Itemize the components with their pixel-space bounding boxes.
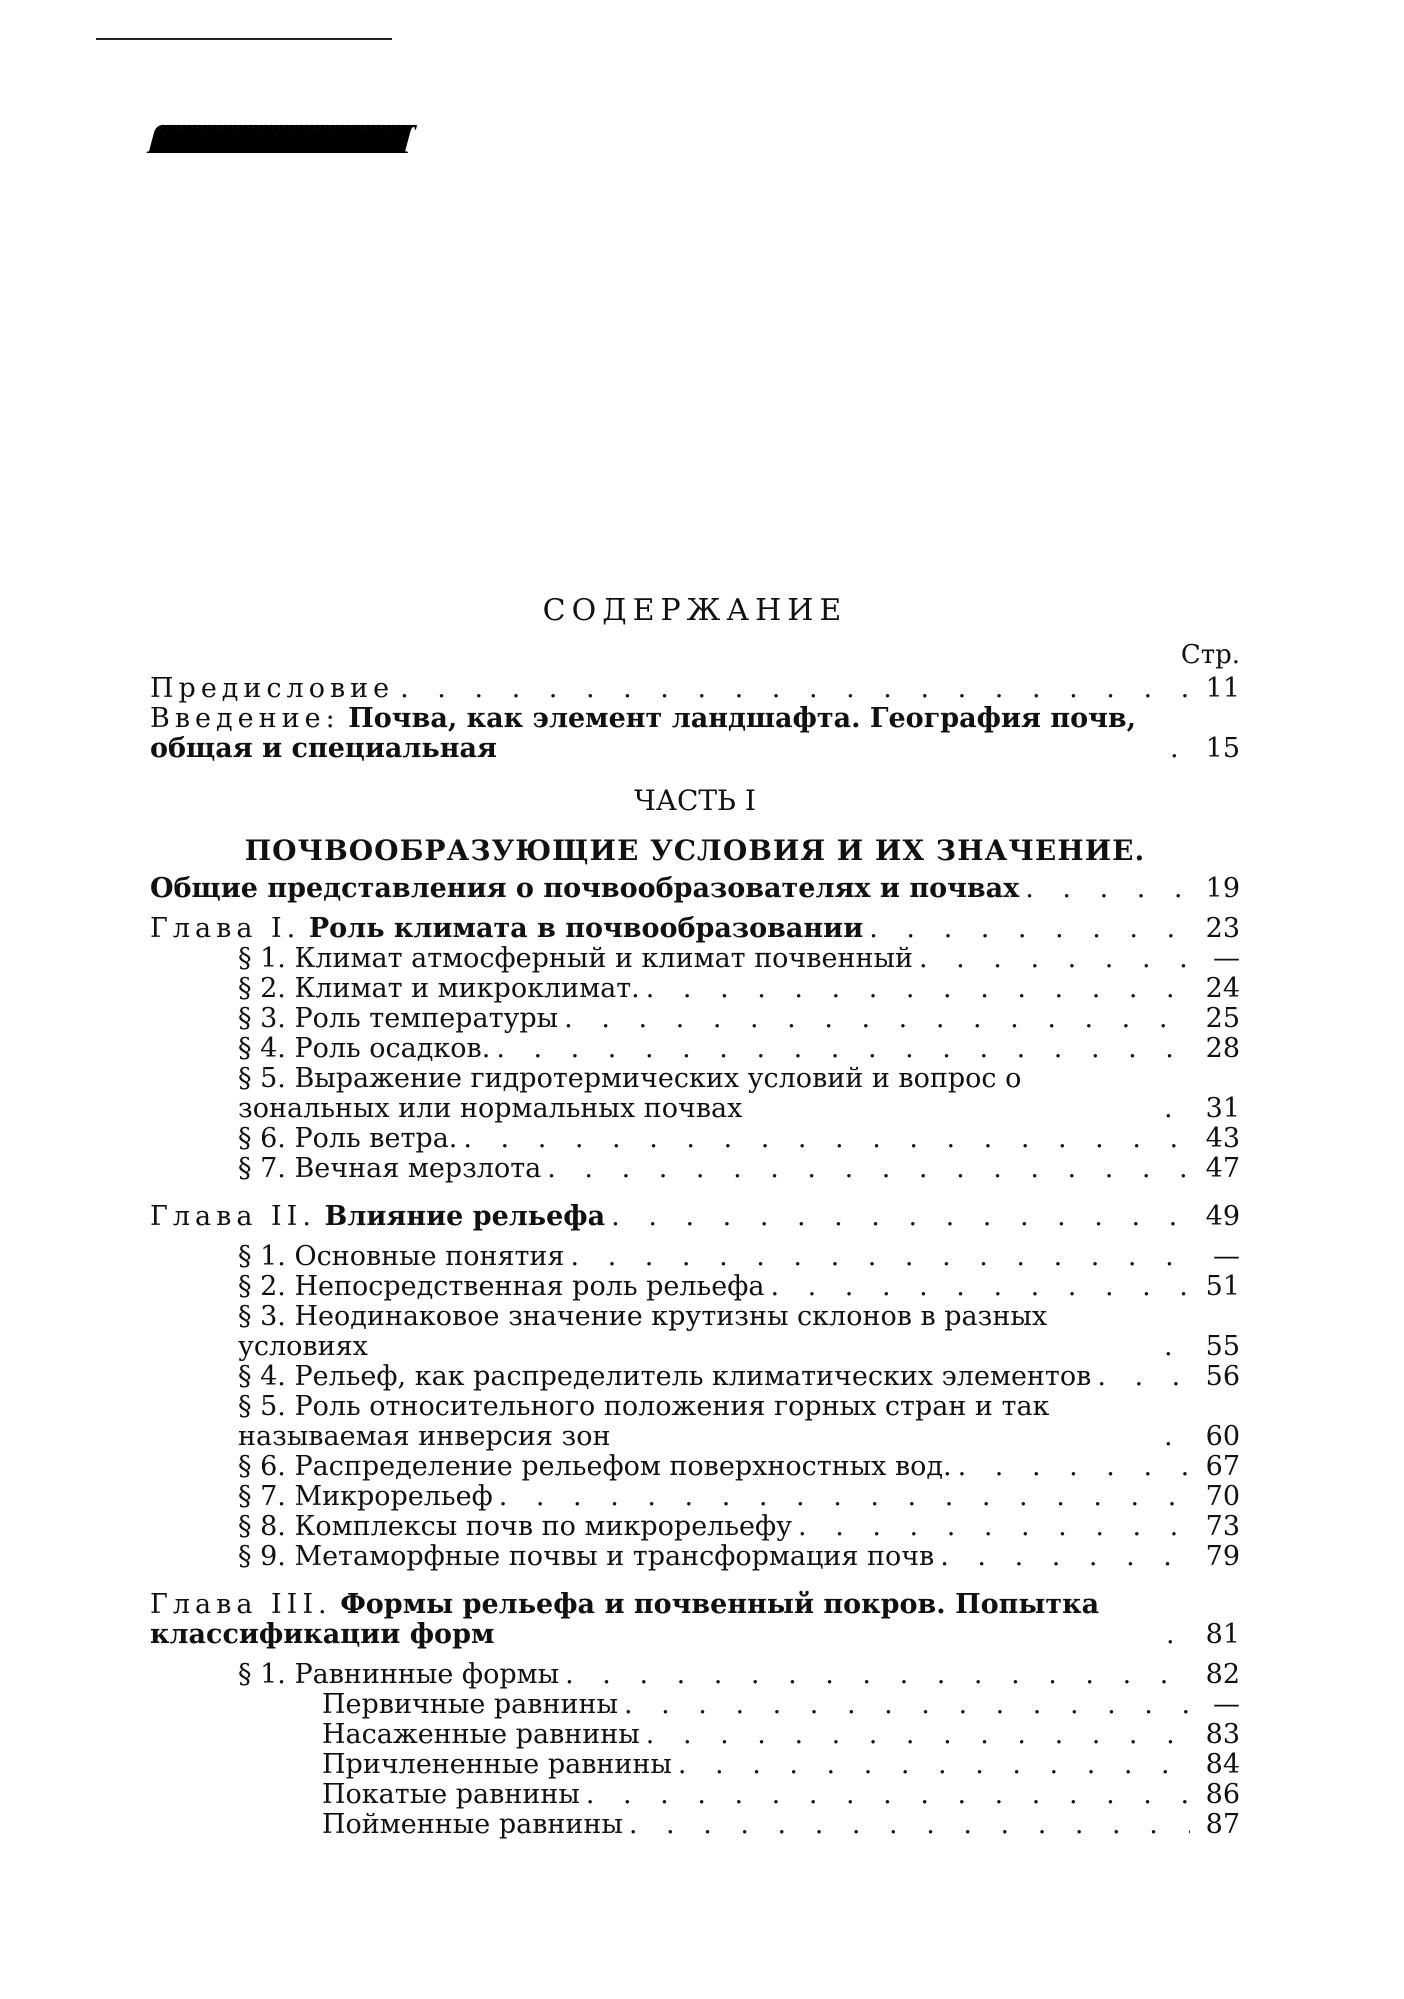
toc-section[interactable] [150, 1272, 1240, 1302]
section-number: § 4. [238, 1361, 286, 1392]
toc-entry-label: Пойменные равнины [322, 1809, 623, 1840]
leader-dots [570, 1242, 1190, 1272]
toc-page-number: 56 [1205, 1361, 1240, 1392]
section-number: § 7. [238, 1153, 286, 1184]
section-title: Роль осадков. [294, 1033, 491, 1064]
toc-section[interactable] [150, 1542, 1240, 1572]
leader-dots [547, 1154, 1190, 1184]
toc-subsection[interactable] [150, 1690, 1240, 1720]
leader-dots [646, 1720, 1190, 1750]
chapter-prefix: Глава II. [150, 1201, 316, 1232]
toc-entry-label: Общие представления о почвообразователях и почвах [150, 873, 1020, 904]
toc-page-number: 47 [1205, 1153, 1240, 1184]
toc-chapter-2[interactable] [150, 1202, 1240, 1232]
section-number: § 4. [238, 1033, 286, 1064]
leader-dots [1170, 734, 1190, 764]
toc-section[interactable] [150, 1154, 1240, 1184]
toc-section[interactable] [150, 1064, 1240, 1124]
toc-subsection[interactable] [150, 1720, 1240, 1750]
section-title: Рельеф, как распределитель климатических элементов [294, 1361, 1092, 1392]
toc-page-number: 73 [1205, 1511, 1240, 1542]
section-title: Непосредственная роль рельефа [294, 1271, 765, 1302]
toc-entry-label [238, 1362, 1091, 1392]
toc-page-number: 15 [1205, 733, 1240, 764]
toc-entry-label [238, 1302, 1158, 1362]
toc-page-number: — [1213, 943, 1240, 974]
toc-page-number: 24 [1205, 973, 1240, 1004]
toc-entry-label: Предисловие [150, 673, 395, 704]
toc-entry-label [238, 1064, 1158, 1124]
toc-entry-label [238, 1004, 558, 1034]
toc-entry-label: Насаженные равнины [322, 1719, 640, 1750]
toc-entry-label [238, 1482, 493, 1512]
toc-entry-label [238, 1392, 1158, 1452]
leader-dots [940, 1542, 1190, 1572]
toc-page-number: 82 [1205, 1659, 1240, 1690]
section-number: § 1. [238, 943, 286, 974]
chapter-title: Влияние рельефа [324, 1201, 606, 1232]
toc-entry-label [238, 1542, 934, 1572]
toc-section[interactable] [150, 1124, 1240, 1154]
section-number: § 3. [238, 1301, 286, 1332]
section-title: Выражение гидротермических условий и вопрос о зональных или нормальных почвах [238, 1063, 1022, 1124]
section-title: Климат и микроклимат. [294, 973, 640, 1004]
toc-page-number: 60 [1205, 1421, 1240, 1452]
toc-section[interactable] [150, 1302, 1240, 1362]
section-number: § 5. [238, 1063, 286, 1094]
leader-dots [1164, 1094, 1190, 1124]
toc-section[interactable] [150, 1452, 1240, 1482]
toc-entry-general[interactable] [150, 874, 1240, 904]
section-title: Комплексы почв по микрорельефу [294, 1511, 793, 1542]
page-column-label: Стр. [1180, 640, 1240, 670]
section-number: § 1. [238, 1241, 286, 1272]
toc-section[interactable] [150, 974, 1240, 1004]
toc-subsection[interactable] [150, 1810, 1240, 1840]
section-title: Климат атмосферный и климат почвенный [294, 943, 913, 974]
leader-dots [678, 1750, 1190, 1780]
part-heading: ЧАСТЬ I [634, 784, 756, 817]
toc-page-number: 11 [1205, 673, 1240, 704]
section-number: § 2. [238, 973, 286, 1004]
toc-entry-label [238, 1660, 559, 1690]
toc-entry-label [150, 914, 863, 944]
chapter-title: Формы рельефа и почвенный покров. Попытка классификации форм [150, 1589, 1100, 1650]
section-number: § 5. [238, 1391, 286, 1422]
toc-chapter-3[interactable] [150, 1590, 1240, 1650]
toc-entry-label [238, 1124, 457, 1154]
toc-page-number: 67 [1205, 1451, 1240, 1482]
leader-dots [1164, 1332, 1190, 1362]
leader-dots [1025, 874, 1190, 904]
toc-entry-label [238, 944, 913, 974]
leader-dots [624, 1690, 1190, 1720]
toc-page-number: — [1213, 1689, 1240, 1720]
toc-page-number: 79 [1205, 1541, 1240, 1572]
toc-entry-preface[interactable] [150, 674, 1240, 704]
section-number: § 2. [238, 1271, 286, 1302]
section-number: § 6. [238, 1123, 286, 1154]
toc-entry-label [238, 974, 640, 1004]
section-title: Вечная мерзлота [294, 1153, 542, 1184]
part-subtitle: ПОЧВООБРАЗУЮЩИЕ УСЛОВИЯ И ИХ ЗНАЧЕНИЕ. [244, 834, 1146, 867]
toc-entry-label [238, 1034, 490, 1064]
section-number: § 8. [238, 1511, 286, 1542]
toc-section[interactable] [150, 1242, 1240, 1272]
toc-page-number: 55 [1205, 1331, 1240, 1362]
toc-entry-label: Покатые равнины [322, 1779, 580, 1810]
toc-page-number: 84 [1205, 1749, 1240, 1780]
toc-page-number: 43 [1205, 1123, 1240, 1154]
toc-page-number: — [1213, 1241, 1240, 1272]
toc-page-number: 25 [1205, 1003, 1240, 1034]
toc-section[interactable] [150, 1392, 1240, 1452]
leader-dots [869, 914, 1190, 944]
toc-section[interactable] [150, 1004, 1240, 1034]
toc-page-number: 81 [1205, 1619, 1240, 1650]
section-number: § 9. [238, 1541, 286, 1572]
leader-dots [564, 1004, 1190, 1034]
section-title: Микрорельеф [294, 1481, 493, 1512]
toc-entry-label [238, 1452, 952, 1482]
leader-dots [463, 1124, 1190, 1154]
toc-page-number: 28 [1205, 1033, 1240, 1064]
chapter-prefix: Глава III. [150, 1589, 332, 1620]
leader-dots [958, 1452, 1190, 1482]
leader-dots [400, 674, 1190, 704]
toc-entry-label [238, 1272, 764, 1302]
section-number: § 3. [238, 1003, 286, 1034]
leader-dots [611, 1202, 1190, 1232]
leader-dots [1166, 1620, 1190, 1650]
section-title: Основные понятия [294, 1241, 565, 1272]
section-title: Роль относительного положения горных стран и так называемая инверсия зон [238, 1391, 1050, 1452]
leader-dots [1164, 1422, 1190, 1452]
ornament-border: ſſſſſſſſſſſſſſſſſſſſſſſſſſſſſſſſſſſſſſſſſſſſſſſſſſ [143, 117, 412, 162]
toc-section[interactable] [150, 1482, 1240, 1512]
leader-dots [629, 1810, 1190, 1840]
toc-section[interactable] [150, 1362, 1240, 1392]
toc-page-number: 70 [1205, 1481, 1240, 1512]
leader-dots [1097, 1362, 1190, 1392]
toc-entry-label [238, 1154, 541, 1184]
section-title: Неодинаковое значение крутизны склонов в разных условиях [238, 1301, 1048, 1362]
leader-dots [586, 1780, 1190, 1810]
section-number: § 1. [238, 1659, 286, 1690]
leader-dots [919, 944, 1190, 974]
chapter-prefix: Глава I. [150, 913, 301, 944]
leader-dots [646, 974, 1190, 1004]
toc-page-number: 83 [1205, 1719, 1240, 1750]
entry-prefix: Введение: [150, 703, 340, 734]
leader-dots [496, 1034, 1190, 1064]
toc-entry-label [238, 1512, 792, 1542]
section-title: Равнинные формы [294, 1659, 560, 1690]
leader-dots [565, 1660, 1190, 1690]
section-title: Метаморфные почвы и трансформация почв [294, 1541, 935, 1572]
toc-page-number: 86 [1205, 1779, 1240, 1810]
section-title: Роль ветра. [294, 1123, 458, 1154]
section-number: § 6. [238, 1451, 286, 1482]
toc-page-number: 51 [1205, 1271, 1240, 1302]
toc-subsection[interactable] [150, 1780, 1240, 1810]
toc-entry-label [150, 704, 1164, 764]
section-title: Роль температуры [294, 1003, 559, 1034]
toc-section[interactable] [150, 1660, 1240, 1690]
toc-entry-label [150, 1202, 605, 1232]
entry-title: Почва, как элемент ландшафта. География почв, общая и специальная [150, 703, 1137, 764]
leader-dots [798, 1512, 1190, 1542]
toc-entry-label: Причлененные равнины [322, 1749, 672, 1780]
toc-page-number: 23 [1205, 913, 1240, 944]
table-of-contents [150, 593, 1240, 1840]
toc-page-number: 31 [1205, 1093, 1240, 1124]
toc-section[interactable] [150, 1034, 1240, 1064]
toc-entry-label: Первичные равнины [322, 1689, 618, 1720]
page-title: СОДЕРЖАНИЕ [542, 593, 848, 628]
toc-entry-label [150, 1590, 1160, 1650]
toc-entry-introduction[interactable] [150, 704, 1240, 764]
toc-page-number: 49 [1205, 1201, 1240, 1232]
toc-page-number: 19 [1205, 873, 1240, 904]
leader-dots [770, 1272, 1190, 1302]
toc-chapter-1[interactable] [150, 914, 1240, 944]
toc-page-number: 87 [1205, 1809, 1240, 1840]
toc-section[interactable] [150, 1512, 1240, 1542]
chapter-title: Роль климата в почвообразовании [308, 913, 864, 944]
toc-entry-label [238, 1242, 564, 1272]
section-number: § 7. [238, 1481, 286, 1512]
toc-section[interactable] [150, 944, 1240, 974]
leader-dots [499, 1482, 1190, 1512]
toc-subsection[interactable] [150, 1750, 1240, 1780]
section-title: Распределение рельефом поверхностных вод. [294, 1451, 952, 1482]
top-rule [96, 38, 392, 40]
